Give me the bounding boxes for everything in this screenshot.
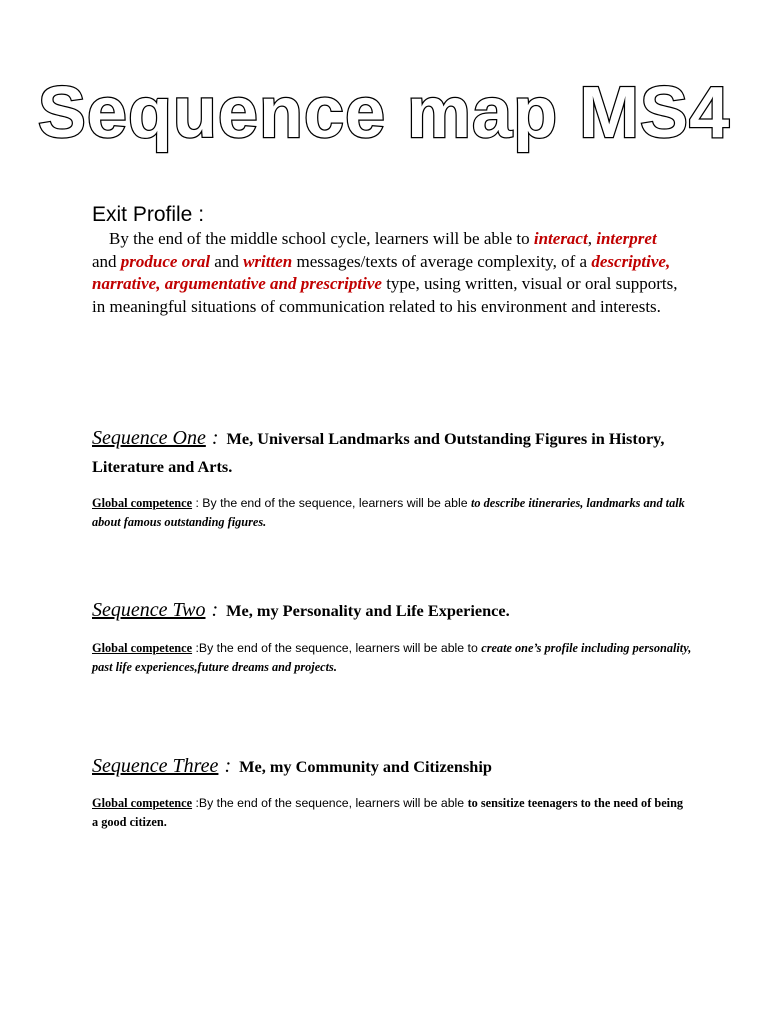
sequence-three-heading — [92, 752, 692, 781]
global-competence-label: Global competence — [92, 796, 193, 810]
global-competence-goal: to describe itineraries, landmarks and talk about famous outstanding figures. — [92, 496, 685, 529]
sequence-two-heading — [92, 596, 692, 625]
keyword-written: written — [243, 251, 293, 271]
sequence-three-label: Sequence Three — [92, 755, 219, 777]
global-competence-label: Global competence — [92, 496, 193, 510]
sequence-one-colon: : — [211, 427, 219, 449]
separator-and-2: and — [210, 251, 244, 271]
global-competence-goal: create one’s profile including personality, past life experiences,future dreams and projects. — [92, 641, 692, 674]
global-competence-text: :By the end of the sequence, learners will be able to — [192, 641, 482, 655]
sequence-two — [92, 596, 692, 677]
sequence-one — [92, 424, 692, 532]
global-competence-text: :By the end of the sequence, learners will be able — [192, 796, 468, 810]
keyword-interact: interact — [533, 229, 588, 248]
document-title: Sequence map MS4 — [37, 73, 731, 153]
separator-and-1: and — [92, 251, 121, 271]
exit-profile-heading: Exit Profile : — [92, 203, 205, 226]
global-competence-text: : By the end of the sequence, learners will be able — [192, 496, 471, 510]
sequence-three-global-competence — [92, 794, 692, 832]
sequence-one-label: Sequence One — [92, 427, 206, 449]
global-competence-label: Global competence — [92, 641, 193, 655]
exit-profile-paragraph — [92, 228, 682, 318]
exit-profile-text-2: messages/texts of average complexity, of a — [292, 251, 592, 271]
sequence-three-colon: : — [224, 755, 232, 777]
exit-profile-text-1: By the end of the middle school cycle, learners will be able to — [109, 229, 530, 248]
sequence-one-heading — [92, 424, 692, 481]
sequence-two-colon: : — [211, 599, 219, 621]
sequence-two-global-competence — [92, 639, 692, 677]
sequence-three — [92, 752, 692, 832]
separator-comma: , — [587, 229, 597, 248]
keyword-produce-oral: produce oral — [120, 251, 211, 271]
global-competence-goal: to sensitize teenagers to the need of being a good citizen. — [92, 796, 684, 829]
sequence-two-label: Sequence Two — [92, 599, 206, 621]
sequence-one-title: Me, Universal Landmarks and Outstanding Figures in History, Literature and Arts. — [92, 429, 665, 476]
keyword-interpret: interpret — [596, 229, 657, 248]
sequence-one-global-competence — [92, 494, 692, 532]
exit-profile-text-3: type, using written, visual or oral supports, in meaningful situations of communication related to his environment and interests. — [92, 274, 678, 316]
sequence-three-title: Me, my Community and Citizenship — [239, 757, 492, 776]
keyword-text-types: descriptive, narrative, argumentative and prescriptive — [92, 251, 671, 294]
sequence-two-title: Me, my Personality and Life Experience. — [226, 601, 510, 620]
